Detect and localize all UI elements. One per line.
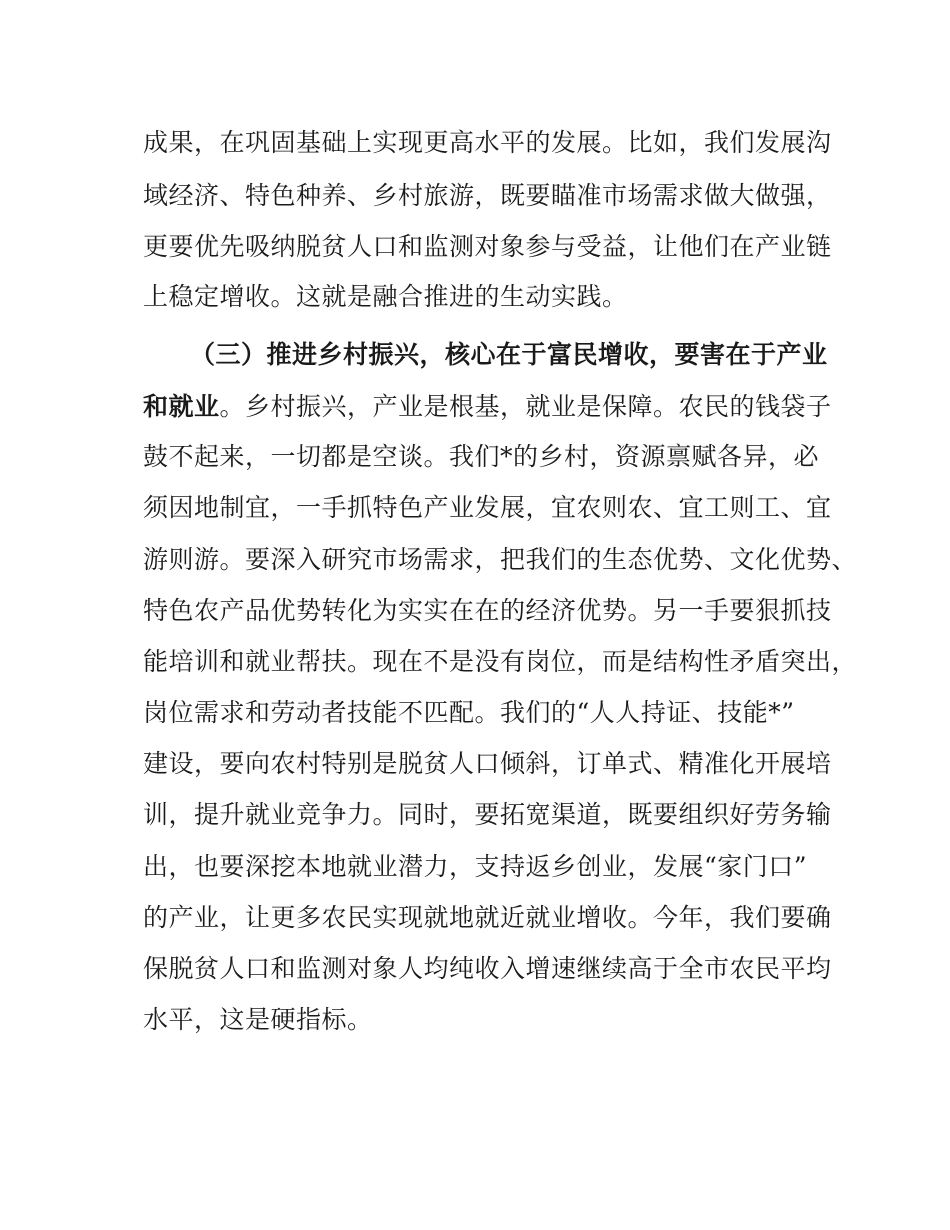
paragraph2-line-10: 出，也要深挖本地就业潜力，支持返乡创业，发展“家门口” [143,852,808,881]
section-heading-tail: 和就业 [143,392,220,421]
paragraph2-line-5: 特色农产品优势转化为实实在在的经济优势。另一手要狠抓技 [143,596,832,625]
paragraph2-line-2: 鼓不起来，一切都是空谈。我们*的乡村，资源禀赋各异，必 [143,442,820,471]
paragraph2-line-11: 的产业，让更多农民实现就地就近就业增收。今年，我们要确 [143,903,832,932]
paragraph1-line-3: 更要优先吸纳脱贫人口和监测对象参与受益，让他们在产业链 [143,232,832,261]
paragraph2-line-6: 能培训和就业帮扶。现在不是没有岗位，而是结构性矛盾突出， [143,647,858,676]
section-heading: （三）推进乡村振兴，核心在于富民增收，要害在于产业 [190,340,828,369]
paragraph2-line-7: 岗位需求和劳动者技能不匹配。我们的“人人持证、技能*” [143,698,795,727]
paragraph2-line-4: 游则游。要深入研究市场需求，把我们的生态优势、文化优势、 [143,545,858,574]
paragraph1-line-1: 成果，在巩固基础上实现更高水平的发展。比如，我们发展沟 [143,128,832,157]
paragraph1-line-2: 域经济、特色种养、乡村旅游，既要瞄准市场需求做大做强， [143,181,832,210]
paragraph2-line-1-text: 。乡村振兴，产业是根基，就业是保障。农民的钱袋子 [219,392,832,421]
paragraph2-line-3: 须因地制宜，一手抓特色产业发展，宜农则农、宜工则工、宜 [143,493,832,522]
paragraph2-line-1 [143,391,832,423]
paragraph2-line-9: 训，提升就业竞争力。同时，要拓宽渠道，既要组织好劳务输 [143,800,832,829]
paragraph2-line-8: 建设，要向农村特别是脱贫人口倾斜，订单式、精准化开展培 [143,749,832,778]
paragraph2-line-13: 水平，这是硬指标。 [143,1005,373,1034]
paragraph1-line-4: 上稳定增收。这就是融合推进的生动实践。 [143,282,628,311]
paragraph2-line-12: 保脱贫人口和监测对象人均纯收入增速继续高于全市农民平均 [143,954,832,983]
